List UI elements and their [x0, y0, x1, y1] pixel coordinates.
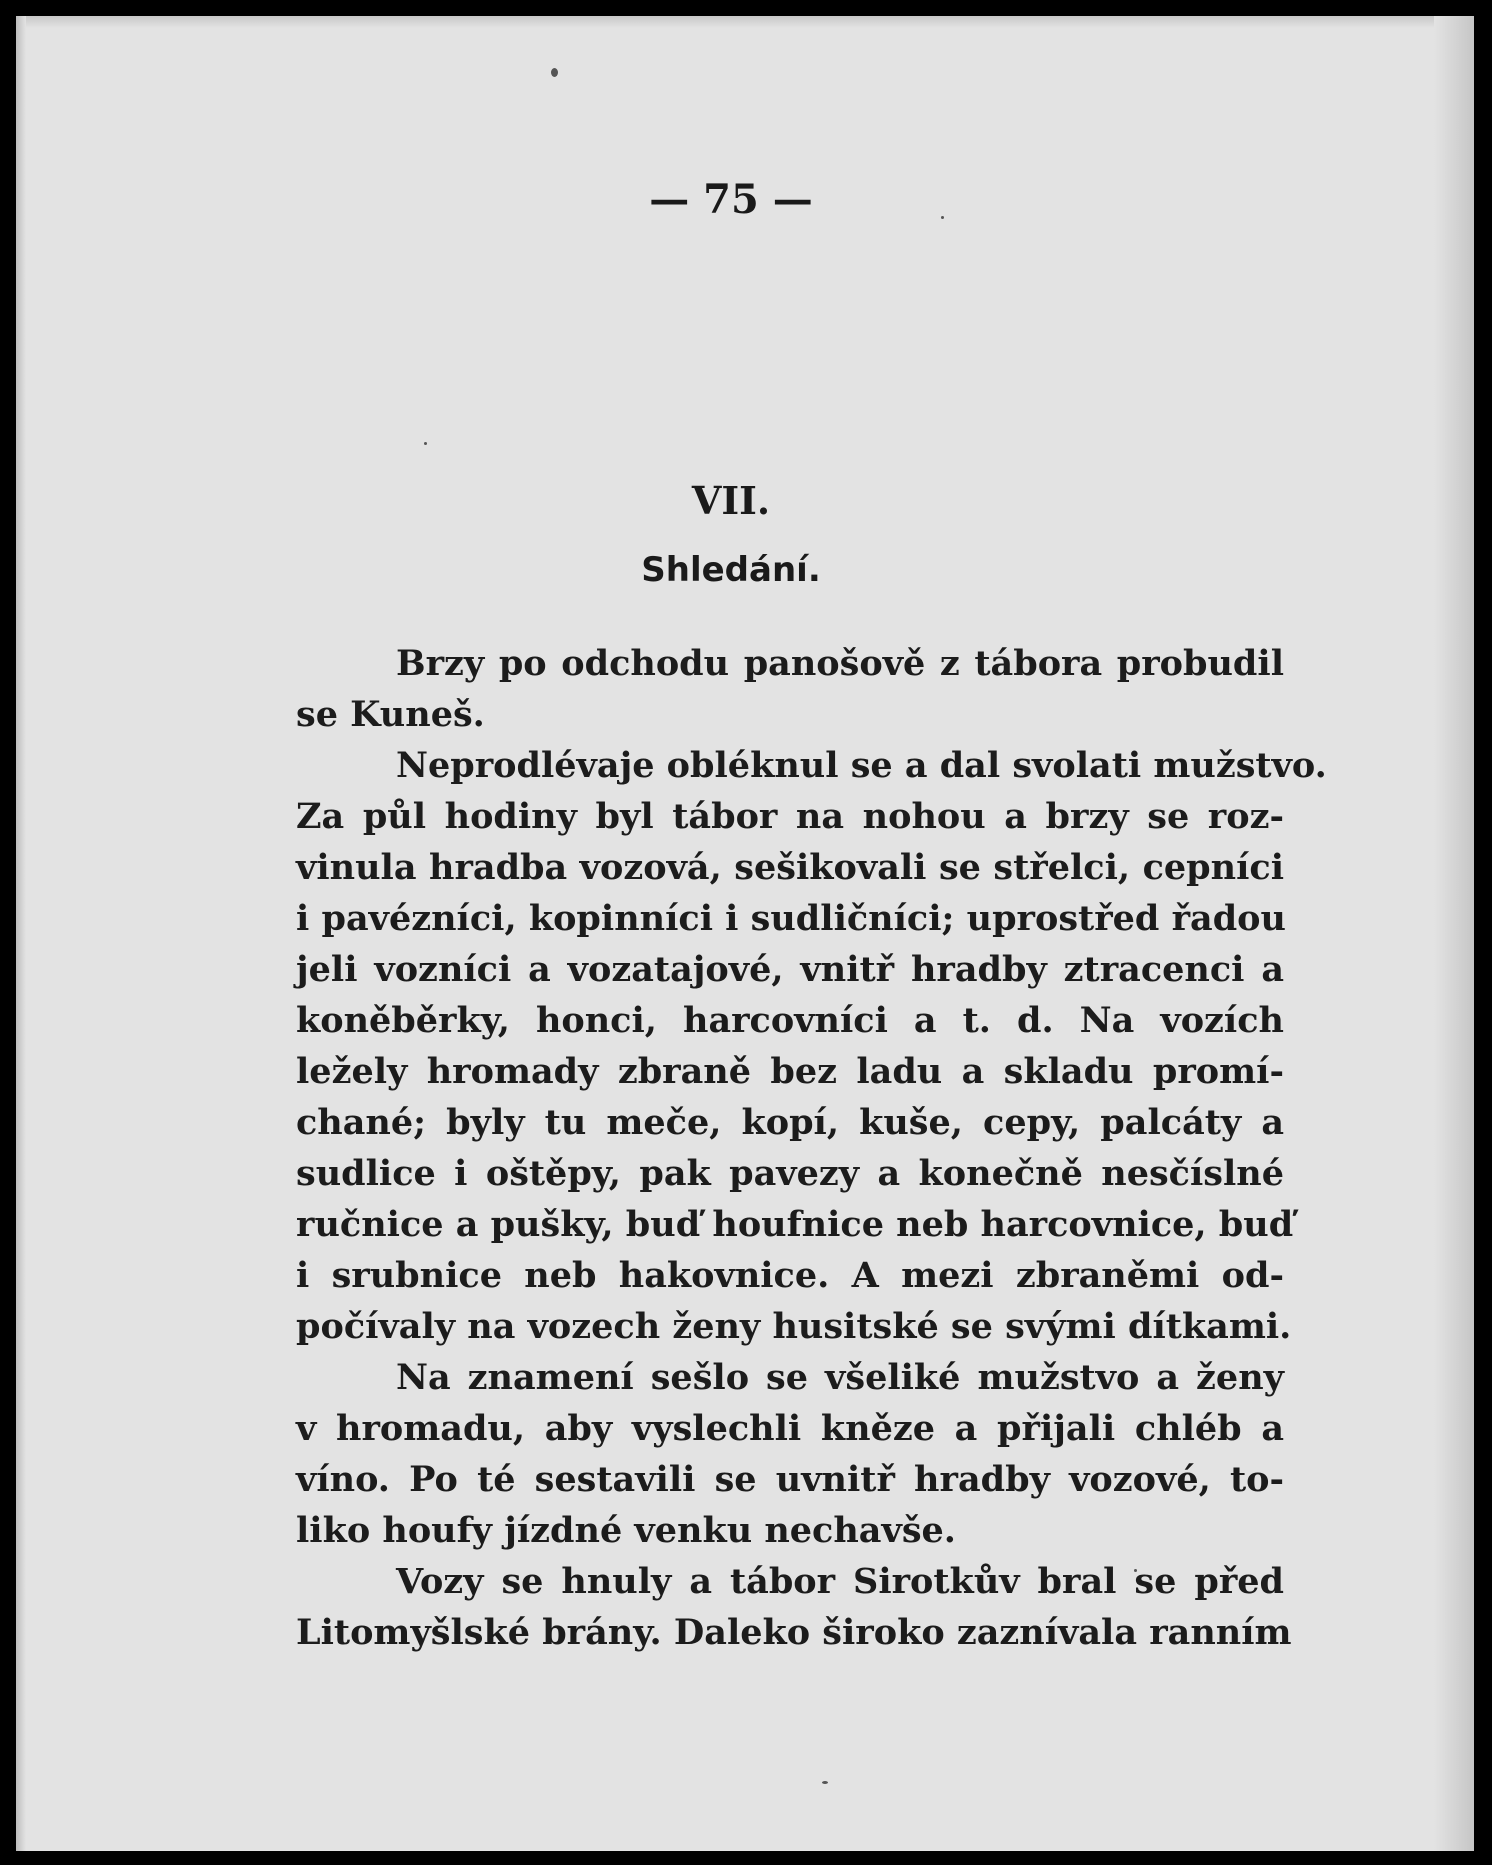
text-line: Na znamení sešlo se všeliké mužstvo a ženy [396, 1357, 1284, 1398]
text-line: Neprodlévaje obléknul se a dal svolati mužstvo. [396, 745, 1327, 786]
text-line: v hromadu, aby vyslechli kněze a přijali chléb a [296, 1408, 1284, 1449]
chapter-title: Shledání. [641, 550, 821, 590]
paragraph [196, 740, 1327, 1352]
text-line: Vozy se hnuly a tábor Sirotkův bral se před [396, 1561, 1284, 1602]
text-line: Brzy po odchodu panošově z tábora probudil [396, 643, 1284, 684]
text-line: jeli vozníci a vozatajové, vnitř hradby ztracenci a [296, 949, 1284, 990]
text-line: vinula hradba vozová, sešikovali se střelci, cepníci [296, 847, 1284, 888]
page-right-edge [1434, 16, 1474, 1851]
print-speck [424, 442, 427, 445]
body-text [196, 638, 1327, 1658]
text-line: Litomyšlské brány. Daleko široko zaznívala ranním [296, 1612, 1292, 1653]
text-line: koněběrky, honci, harcovníci a t. d. Na vozích [296, 1000, 1284, 1041]
text-line: i pavézníci, kopinníci i sudličníci; uprostřed řadou [296, 898, 1286, 939]
chapter-number: VII. [691, 478, 771, 523]
text-line: Za půl hodiny byl tábor na nohou a brzy se roz- [296, 796, 1284, 837]
page-left-edge [16, 16, 26, 1851]
text-line: víno. Po té sestavili se uvnitř hradby vozové, to- [296, 1459, 1284, 1500]
document-page [16, 16, 1474, 1851]
paragraph [196, 1556, 1292, 1658]
page-number: — 75 — [649, 176, 813, 223]
text-line: ležely hromady zbraně bez ladu a skladu promí- [296, 1051, 1284, 1092]
text-line: se Kuneš. [296, 694, 485, 735]
text-line: i srubnice neb hakovnice. A mezi zbraněmi od- [296, 1255, 1284, 1296]
text-line: liko houfy jízdné venku nechavše. [296, 1510, 956, 1551]
page-top-edge [16, 16, 1474, 28]
paragraph [196, 638, 1284, 740]
paragraph [196, 1352, 1284, 1556]
text-line: sudlice i oštěpy, pak pavezy a konečně nesčíslné [296, 1153, 1284, 1194]
text-line: počívaly na vozech ženy husitské se svými dítkami. [296, 1306, 1292, 1347]
text-line: ručnice a pušky, buď houfnice neb harcovnice, buď [296, 1204, 1294, 1245]
print-speck [551, 68, 558, 77]
text-line: chané; byly tu meče, kopí, kuše, cepy, palcáty a [296, 1102, 1284, 1143]
print-speck [822, 1781, 828, 1784]
